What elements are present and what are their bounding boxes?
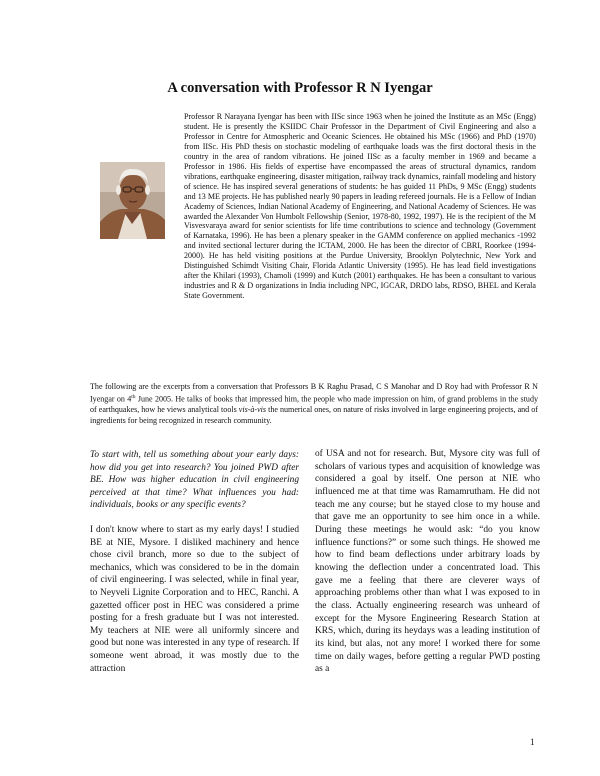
portrait-photo — [100, 162, 165, 239]
intro-text-2: June 2005. He talks of books that impressed him, the people who made impression on him, of grand problems in the study of earthquakes, how he views analytical tools — [90, 395, 538, 415]
intro-italic: vis-à-vis — [238, 405, 267, 415]
left-column — [90, 449, 299, 675]
interview-question: To start with, tell us something about your early days: how did you get into research? You joined PWD after BE. How was higher education in civil engineering perceived at that time? What influences you had: individuals, books or any specific events? — [90, 450, 299, 511]
bio-paragraph: Professor R Narayana Iyengar has been with IISc since 1963 when he joined the Institute as an MSc (Engg) student. He is presently the KSIIDC Chair Professor in the Department of Civil Engineering and also a Professor in Centre for Atmospheric and Oceanic Sciences. He obtained his MSc (1966) and PhD (1970) from IISc. His PhD thesis on stochastic modeling of earthquake loads was the first doctoral thesis in the country in the area of random vibrations. He joined IISc as a faculty member in 1969 and became a Professor in 1986. His fields of expertise have encompassed the areas of structural dynamics, random vibrations, earthquake engineering, disaster mitigation, railway track dynamics, rainfall modeling and history of science. He has inspired several generations of students: he has guided 11 PhDs, 9 MSc (Engg) students and 13 ME projects. He has published nearly 90 papers in leading refereed journals. He is a Fellow of Indian Academy of Sciences, Indian National Academy of Engineering, and National Academy of Sciences. He was awarded the Alexander Von Humbolt Fellowship (Senior, 1978-80, 1992, 1997). He is the recipient of the M Visvesvaraya award for senior scientists for life time contributions to science and technology (Government of Karnataka, 1996). He has been a plenary speaker in the GAMM conference on applied mechanics -1992 and invited sectional lecturer during the ICTAM, 2000. He has been the director of CBRI, Roorkee (1994-2000). He has held visiting positions at the Purdue University, Brooklyn Polytechnic, New York and Distinguished Schimdt Visiting Chair, Florida Atlantic University (1995). He has lead field investigations after the Khilari (1993), Chamoli (1999) and Kutch (2001) earthquakes. He has been a consultant to various industries and R & D organizations in India including NPC, IGCAR, DRDO labs, RDSO, BHEL and Kerala State Government. — [184, 112, 536, 301]
answer-left: I don't know where to start as my early days! I studied BE at NIE, Mysore. I disliked machinery and hence chose civil branch, more so due to the subject of mechanics, which was considered to be in the domain of civil engineering. I was selected, while in final year, to Neyveli Lignite Corporation and to HEC, Ranchi. A gazetted officer post in HEC was considered a prime posting for a fresh graduate but I was not interested. My teachers at NIE were all uniformly sincere and good but none was interested in any type of research. If someone went abroad, it was mostly due to the attraction — [90, 524, 299, 674]
intro-paragraph — [90, 382, 538, 426]
answer-right: of USA and not for research. But, Mysore city was full of scholars of various types and acquisition of knowledge was considered a goal by itself. One person at NIE who influenced me at that time was Ramamrutham. He did not teach me any course; but he stayed close to my house and that gave me an opportunity to see him once in a while. During these meetings he would ask: “do you know influence functions?” or some such things. He showed me how to find beam deflections under arbitrary loads by knowing the deflection under a concentrated load. This gave me a feeling that there are cleverer ways of approaching problems other than what I was exposed to in the class. Actually engineering research was unheard of except for the Mysore Engineering Research Station at KRS, which, during its heydays was a leading institution of its kind, but alas, not any more! I worked there for some time on daily wages, before getting a regular PWD posting as a — [315, 449, 540, 675]
intro-text-1: The following are the excerpts from a conversation that Professors B K Raghu Prasad, C S Manohar and D Roy had with Professor R N Iyengar on 4 — [90, 382, 538, 405]
intro-text-3: the numerical ones, on nature of risks involved in large engineering projects, and of ingredients for being recognized in research community. — [90, 405, 538, 425]
article-title: A conversation with Professor R N Iyengar — [167, 80, 433, 96]
portrait-image — [100, 162, 165, 239]
intro-date-sup: th — [131, 394, 136, 401]
right-column — [315, 448, 540, 676]
page-number: 1 — [530, 737, 535, 747]
